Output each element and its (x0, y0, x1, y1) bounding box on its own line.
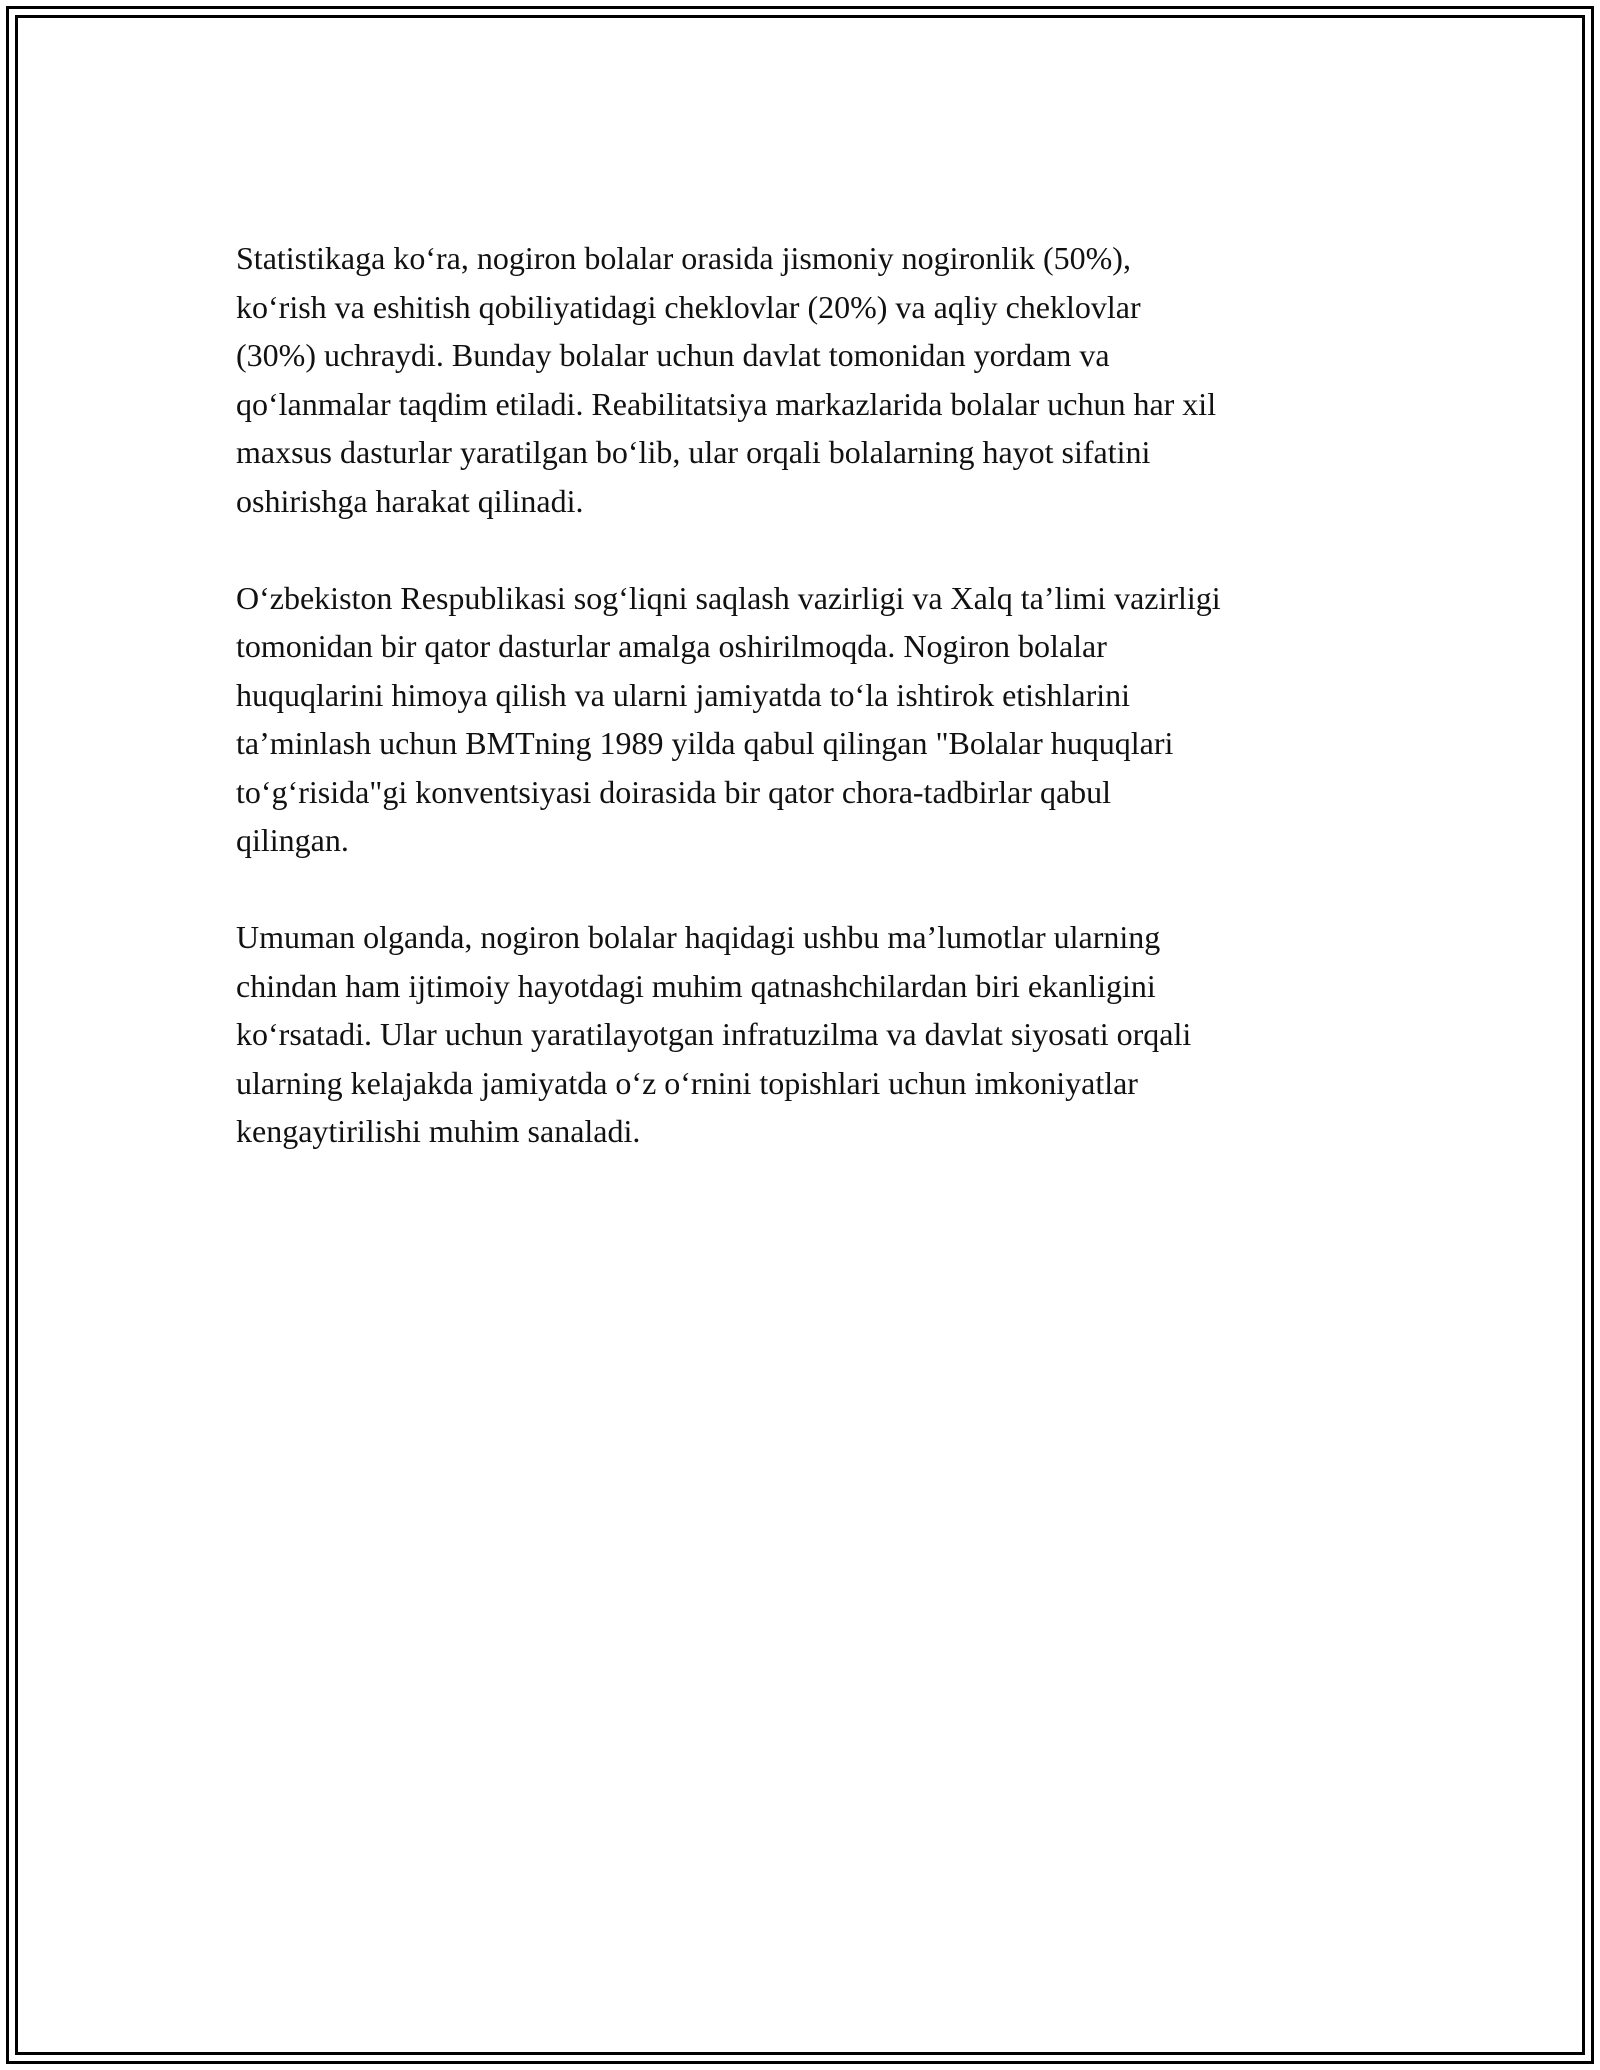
text-line: taʼminlash uchun BMTning 1989 yilda qabul qilingan "Bolalar huquqlari (236, 725, 1174, 761)
text-line: chindan ham ijtimoiy hayotdagi muhim qatnashchilardan biri ekanligini (236, 967, 1156, 1004)
text-line: qilingan. (236, 822, 349, 858)
text-line: Statistikaga koʻra, nogiron bolalar orasida jismoniy nogironlik (50%), (236, 240, 1131, 276)
text-line: Oʻzbekiston Respublikasi sogʻliqni saqlash vazirligi va Xalq taʼlimi vazirligi (236, 579, 1221, 616)
text-line: Umuman olganda, nogiron bolalar haqidagi ushbu maʼlumotlar ularning (236, 919, 1161, 955)
text-line: huquqlarini himoya qilish va ularni jamiyatda toʻla ishtirok etishlarini (236, 676, 1131, 713)
text-line: qoʻlanmalar taqdim etiladi. Reabilitatsiya markazlarida bolalar uchun har xil (236, 385, 1217, 422)
paragraph-statistics (236, 234, 1376, 525)
text-line: toʻgʻrisida"gi konventsiyasi doirasida bir qator chora-tadbirlar qabul (236, 773, 1112, 810)
paragraph-conclusion (236, 913, 1376, 1156)
paragraph-government-programs (236, 574, 1376, 865)
text-line: kengaytirilishi muhim sanaladi. (236, 1113, 641, 1149)
text-line: (30%) uchraydi. Bunday bolalar uchun davlat tomonidan yordam va (236, 337, 1110, 373)
text-line: koʻrish va eshitish qobiliyatidagi cheklovlar (20%) va aqliy cheklovlar (236, 288, 1141, 325)
document-body (236, 234, 1376, 1204)
text-line: koʻrsatadi. Ular uchun yaratilayotgan infratuzilma va davlat siyosati orqali (236, 1016, 1192, 1052)
text-line: oshirishga harakat qilinadi. (236, 482, 584, 519)
text-line: tomonidan bir qator dasturlar amalga oshirilmoqda. Nogiron bolalar (236, 628, 1107, 664)
text-line: ularning kelajakda jamiyatda oʻz oʻrnini topishlari uchun imkoniyatlar (236, 1064, 1138, 1101)
text-line: maxsus dasturlar yaratilgan boʻlib, ular orqali bolalarning hayot sifatini (236, 434, 1151, 470)
